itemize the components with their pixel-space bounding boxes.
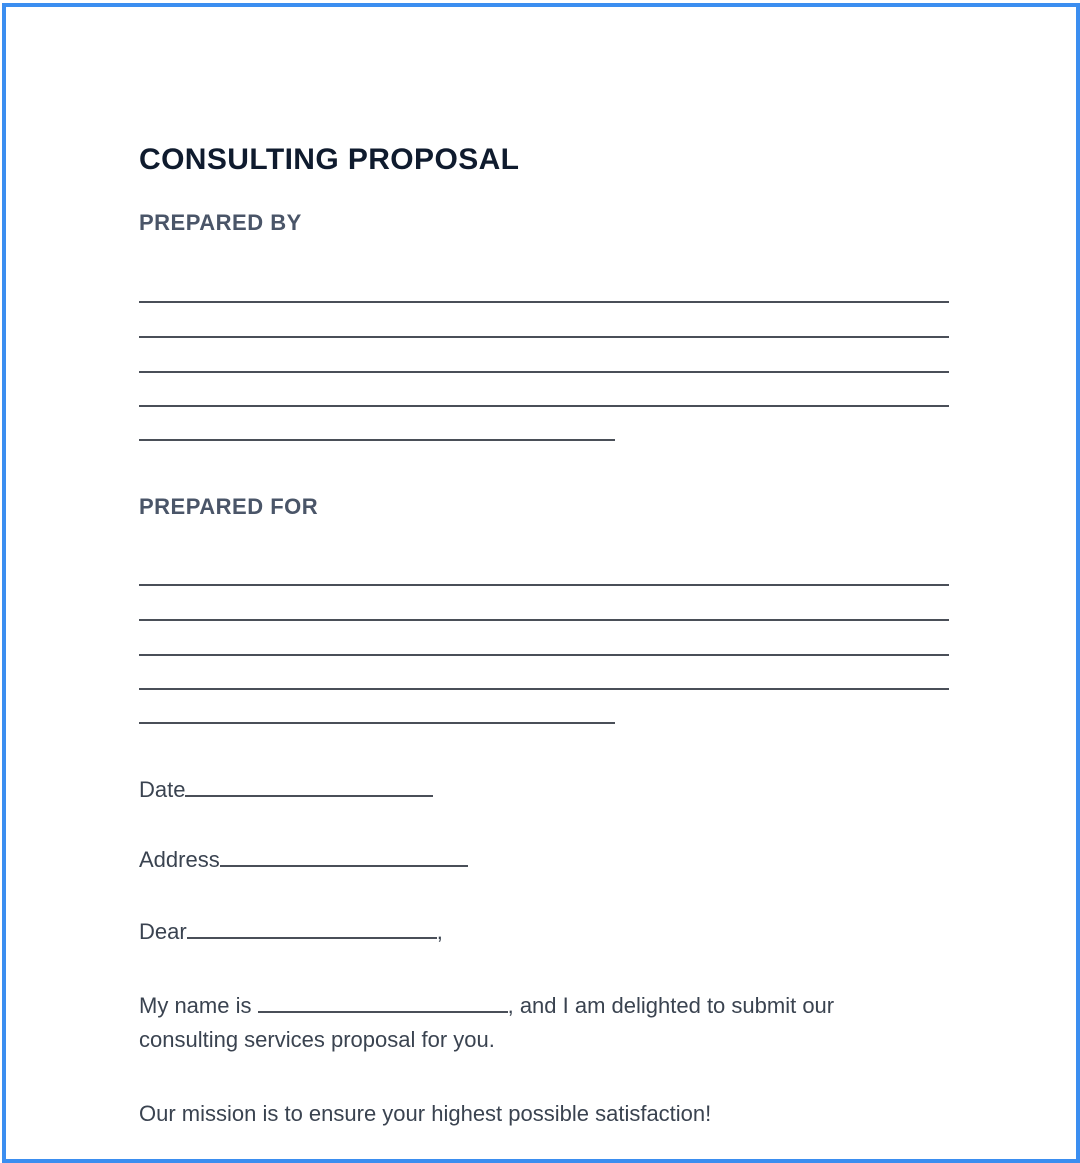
intro-text-start: My name is <box>139 993 258 1018</box>
intro-paragraph <box>139 989 919 1057</box>
address-field <box>139 847 468 873</box>
date-field <box>139 777 433 803</box>
address-blank[interactable] <box>220 847 468 867</box>
dear-blank[interactable] <box>187 919 437 939</box>
prepared-for-label: PREPARED FOR <box>139 494 319 519</box>
prepared-for-line-3[interactable] <box>139 654 949 656</box>
prepared-by-label: PREPARED BY <box>139 210 302 235</box>
prepared-for-line-5[interactable] <box>139 722 615 724</box>
document-frame <box>2 3 1080 1163</box>
intro-text-end: , and I am delighted to submit our <box>507 993 835 1018</box>
dear-comma: , <box>436 919 443 944</box>
mission-statement: Our mission is to ensure your highest possible satisfaction! <box>139 1101 712 1126</box>
prepared-by-line-1[interactable] <box>139 301 949 303</box>
prepared-by-line-2[interactable] <box>139 336 949 338</box>
prepared-by-line-5[interactable] <box>139 439 615 441</box>
dear-label: Dear <box>139 919 187 944</box>
page-title: CONSULTING PROPOSAL <box>139 143 520 176</box>
prepared-for-line-2[interactable] <box>139 619 949 621</box>
prepared-for-line-1[interactable] <box>139 584 949 586</box>
prepared-by-line-3[interactable] <box>139 371 949 373</box>
dear-field <box>139 919 443 945</box>
address-label: Address <box>139 847 220 872</box>
date-label: Date <box>139 777 186 802</box>
intro-text-line2: consulting services proposal for you. <box>139 1027 495 1052</box>
date-blank[interactable] <box>185 777 433 797</box>
prepared-for-line-4[interactable] <box>139 688 949 690</box>
name-blank[interactable] <box>258 993 508 1013</box>
prepared-by-line-4[interactable] <box>139 405 949 407</box>
